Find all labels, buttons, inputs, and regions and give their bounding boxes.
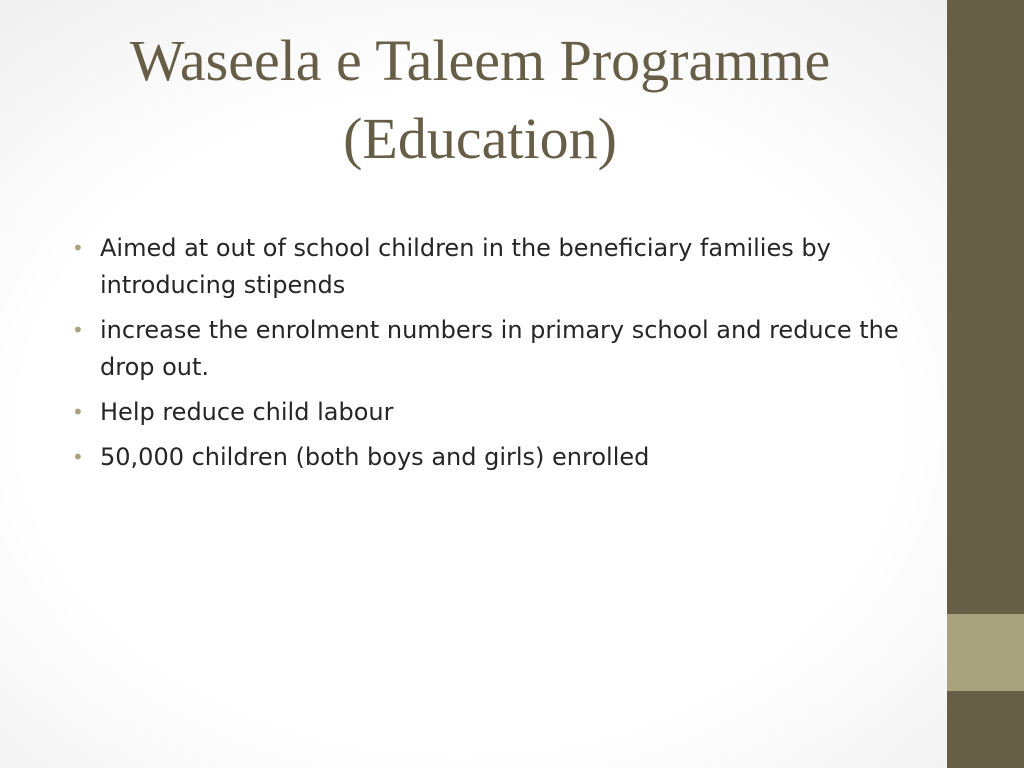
bullet-item	[72, 312, 902, 386]
decorative-side-accent	[947, 614, 1024, 691]
bullet-item	[72, 394, 902, 431]
bullet-list	[72, 230, 902, 484]
bullet-icon: •	[72, 445, 84, 469]
bullet-text: Help reduce child labour	[100, 398, 394, 426]
slide-title	[40, 22, 920, 178]
slide-title-line-1: Waseela e Taleem Programme	[129, 28, 831, 93]
bullet-item	[72, 230, 902, 304]
bullet-icon: •	[72, 236, 84, 260]
bullet-text: 50,000 children (both boys and girls) enrolled	[100, 443, 650, 471]
bullet-text: increase the enrolment numbers in primary school and reduce the drop out.	[100, 316, 899, 381]
bullet-item	[72, 439, 902, 476]
slide-title-line-2: (Education)	[343, 106, 617, 171]
bullet-icon: •	[72, 400, 84, 424]
bullet-icon: •	[72, 318, 84, 342]
bullet-text: Aimed at out of school children in the beneficiary families by introducing stipends	[100, 234, 831, 299]
